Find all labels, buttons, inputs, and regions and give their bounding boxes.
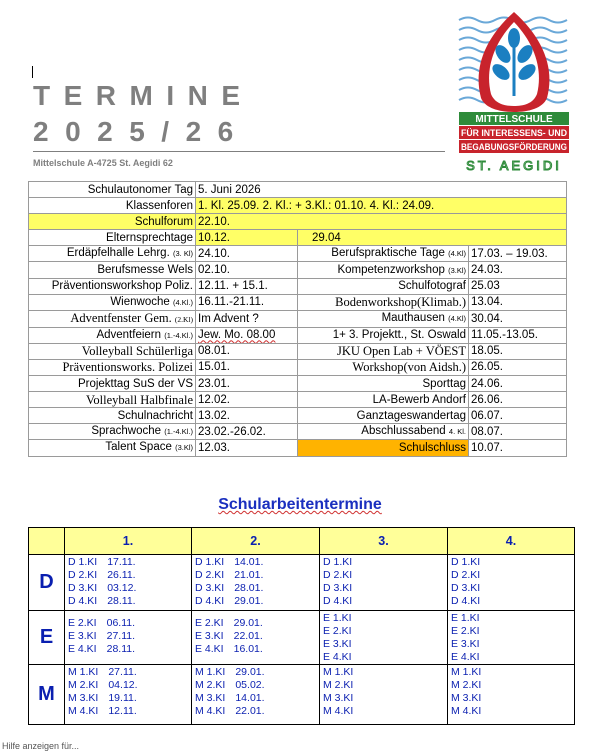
entry-class: E 3.KI [323,638,352,650]
entry-date: 05.02. [235,679,265,691]
schularbeit-cell [65,555,192,611]
termine-row [29,294,567,310]
schularbeit-entry [323,569,444,582]
schularbeit-cell [320,665,448,725]
entry-date: 06.11. [106,617,136,629]
subject-row [29,665,575,725]
entry-date: 22.01. [233,630,263,642]
entry-date: 12.11. [108,705,137,717]
termine-row [29,343,567,359]
schularbeit-cell [448,611,575,665]
schularbeit-entry [323,638,444,651]
entry-date: 14.01. [234,556,264,568]
entry-class: M 4.KI [323,705,354,717]
entry-date: 29.01. [233,617,263,629]
footer-text: Hilfe anzeigen für... [2,741,80,751]
schularbeit-entry [195,630,316,643]
schularbeit-entry [323,595,444,608]
termine-value-left: 12.02. [196,392,298,408]
termine-label-right [298,440,469,456]
termine-row [29,408,567,424]
entry-class: M 3.KI [323,692,354,704]
entry-class: D 4.KI [195,595,225,607]
label-class-note: (1.-4.Kl.) [164,330,193,340]
schularbeit-cell [448,665,575,725]
entry-class: E 3.KI [68,630,97,642]
schularbeit-entry [451,679,571,692]
entry-class: D 1.KI [68,556,98,568]
entry-class: D 2.KI [68,569,98,581]
termine-label-right [298,278,469,294]
termine-value: 1. Kl. 25.09. 2. Kl.: + 3.Kl.: 01.10. 4. Kl.: 24.09. [196,198,567,214]
termine-value-right: 30.04. [469,310,567,327]
termine-value-left: 15.01. [196,359,298,375]
label-class-note: (4.Kl) [448,249,466,259]
termine-label-left [29,278,196,294]
entry-class: E 2.KI [195,617,224,629]
label-text: Schulfotograf [398,280,466,293]
schularbeiten-title: Schularbeitentermine [218,496,382,513]
termine-row [29,440,567,456]
schularbeit-entry [323,666,444,679]
termine-label-right [298,310,469,327]
termine-row [29,246,567,262]
termine-value-right: 11.05.-13.05. [469,327,567,343]
schularbeit-entry [451,569,571,582]
termine-table [28,181,567,457]
schularbeit-entry [68,679,188,692]
entry-class: D 1.KI [195,556,225,568]
entry-date: 16.01. [233,643,263,655]
label-text: Präventionsworks. Polizei [62,360,193,375]
entry-class: E 4.KI [68,643,97,655]
termine-label: Schulforum [29,214,196,230]
schularbeit-entry [195,692,316,705]
schularbeit-entry [68,556,188,569]
termine-value: 10.12. [196,230,298,246]
entry-class: M 2.KI [323,679,354,691]
termine-value-left: 12.03. [196,440,298,456]
label-class-note: (1.-4.Kl.) [164,427,193,437]
entry-date: 03.12. [107,582,137,594]
termine-value: 5. Juni 2026 [196,182,567,198]
termine-row [29,359,567,375]
schularbeit-entry [451,595,571,608]
schularbeiten-header-row [29,528,575,555]
termine-label-right [298,376,469,392]
termine-label-right [298,424,469,440]
label-text: Workshop(von Aidsh.) [352,360,466,375]
schularbeit-entry [195,582,316,595]
entry-date: 29.01. [234,595,264,607]
schularbeit-entry [68,666,188,679]
label-text: Schulschluss [398,441,466,454]
entry-class: M 2.KI [68,679,99,691]
schularbeit-entry [323,651,444,664]
schularbeit-entry [68,630,188,643]
entry-class: D 3.KI [68,582,98,594]
schularbeit-entry [195,617,316,630]
entry-class: D 1.KI [451,556,481,568]
termine-label-left [29,246,196,262]
entry-class: M 4.KI [195,705,226,717]
entry-class: M 3.KI [451,692,482,704]
termine-value-right: 10.07. [469,440,567,456]
label-text: Kompetenzworkshop [337,263,445,276]
termine-label-left [29,310,196,327]
entry-class: E 4.KI [323,651,352,663]
termine-label-left [29,294,196,310]
entry-date: 21.01. [234,569,264,581]
entry-class: M 3.KI [68,692,99,704]
schularbeit-entry [323,692,444,705]
termine-label-right [298,392,469,408]
schularbeit-cell [192,555,320,611]
document-title: TERMINE [33,80,254,111]
label-text: Berufsmesse Wels [97,264,193,277]
schularbeit-entry [323,556,444,569]
termine-value: 22.10. [196,214,567,230]
subject-letter: E [29,611,65,665]
label-text: Projekttag SuS der VS [77,377,193,390]
schularbeit-entry [323,582,444,595]
entry-date: 27.11. [106,630,136,642]
logo-line-2: FÜR INTERESSENS- UND [461,128,568,139]
termine-row [29,376,567,392]
label-text: Volleyball Halbfinale [85,392,193,407]
label-class-note: (4.Kl.) [172,297,193,307]
termine-label-right [298,359,469,375]
label-text: Bodenworkshop(Klimab.) [335,295,466,310]
schularbeit-cell [65,665,192,725]
label-class-note: (2.Kl) [174,314,193,324]
label-text: Präventionsworkshop Poliz. [51,280,193,293]
schularbeit-entry [323,705,444,718]
entry-date: 19.11. [108,692,137,704]
schularbeit-entry [195,679,316,692]
termine-value-left: 23.02.-26.02. [196,424,298,440]
termine-value-left: 02.10. [196,262,298,278]
termine-label-left [29,424,196,440]
schularbeit-cell [448,555,575,611]
entry-date: 28.01. [234,582,264,594]
label-text: 1+ 3. Projektt., St. Oswald [332,329,466,342]
termine-value-right: 18.05. [469,343,567,359]
label-text: Ganztageswandertag [356,409,466,422]
termine-row [29,310,567,327]
schularbeit-entry [68,643,188,656]
label-text: Schulnachricht [117,409,193,422]
termine-value-left: 13.02. [196,408,298,424]
schularbeit-entry [451,638,571,651]
schularbeit-entry [195,643,316,656]
termine-value-left: 08.01. [196,343,298,359]
schularbeit-entry [68,617,188,630]
entry-class: D 4.KI [323,595,353,607]
schularbeiten-table [28,527,575,725]
schularbeit-entry [451,582,571,595]
schularbeit-entry [451,612,571,625]
label-class-note: 4. Kl. [448,427,466,437]
entry-class: D 4.KI [68,595,98,607]
entry-class: E 3.KI [451,638,480,650]
termine-row [29,392,567,408]
termine-value-left: 12.11. + 15.1. [196,278,298,294]
entry-class: D 1.KI [323,556,353,568]
entry-class: E 1.KI [451,612,480,624]
termine-label-right [298,327,469,343]
termine-label-right [298,343,469,359]
schularbeit-cell [65,611,192,665]
entry-class: D 2.KI [323,569,353,581]
termine-row [29,214,567,230]
logo-line-3: BEGABUNGSFÖRDERUNG [461,142,567,153]
document-year: 2025/26 [33,116,250,147]
entry-class: M 1.KI [68,666,99,678]
schularbeit-entry [68,705,188,718]
entry-class: M 3.KI [195,692,226,704]
termine-value-right: 06.07. [469,408,567,424]
termine-label-right [298,408,469,424]
school-logo [455,8,573,180]
label-text: Adventfenster Gem. [70,310,172,325]
label-text: Sprachwoche [91,425,162,438]
schularbeit-entry [195,595,316,608]
termine-value-right: 26.06. [469,392,567,408]
entry-class: M 2.KI [451,679,482,691]
termine-label-left [29,359,196,375]
termine-value-left: 24.10. [196,246,298,262]
entry-class: M 4.KI [68,705,99,717]
entry-class: M 4.KI [451,705,482,717]
schularbeit-entry [195,556,316,569]
termine-label-left [29,392,196,408]
termine-label-left [29,327,196,343]
schularbeit-entry [68,569,188,582]
entry-class: E 2.KI [68,617,97,629]
entry-date: 26.11. [107,569,136,581]
schularbeit-entry [323,625,444,638]
schularbeit-entry [68,692,188,705]
label-text: JKU Open Lab + VÖEST [336,344,466,359]
entry-date: 04.12. [108,679,138,691]
label-text: Mauthausen [381,312,445,325]
schularbeit-entry [195,666,316,679]
schularbeit-entry [195,569,316,582]
schularbeit-cell [320,555,448,611]
termine-value-left: 23.01. [196,376,298,392]
schularbeit-entry [451,651,571,664]
label-text: Sporttag [422,377,466,390]
schularbeit-entry [68,582,188,595]
entry-date: 29.01. [235,666,265,678]
entry-class: D 3.KI [195,582,225,594]
entry-class: D 2.KI [195,569,225,581]
termine-row [29,327,567,343]
header-col-3: 3. [320,528,448,555]
termine-value-right: 26.05. [469,359,567,375]
label-class-note: (4.Kl) [448,314,466,324]
entry-date: 28.11. [107,595,136,607]
label-text: Berufspraktische Tage [331,247,445,260]
label-text: Adventfeiern [96,328,162,341]
schularbeit-entry [451,692,571,705]
termine-value: 29.04 [298,230,567,246]
text-cursor [32,66,33,78]
entry-class: D 4.KI [451,595,481,607]
termine-value-right: 17.03. – 19.03. [469,246,567,262]
termine-value-left: Jew. Mo. 08.00 [196,327,298,343]
entry-class: E 2.KI [323,625,352,637]
termine-value-right: 08.07. [469,424,567,440]
termine-label: Schulautonomer Tag [29,182,196,198]
entry-date: 14.01. [235,692,265,704]
schularbeit-entry [451,556,571,569]
header-col-1: 1. [65,528,192,555]
entry-date: 22.01. [235,705,265,717]
label-class-note: (3.Kl) [175,443,193,453]
termine-row [29,262,567,278]
schularbeit-cell [192,611,320,665]
subject-letter: D [29,555,65,611]
header-col-2: 2. [192,528,320,555]
label-text: LA-Bewerb Andorf [372,393,466,406]
entry-class: M 2.KI [195,679,226,691]
entry-class: E 4.KI [451,651,480,663]
label-class-note: (3. Kl) [172,249,193,259]
label-text: Erdäpfelhalle Lehrg. [66,247,170,260]
entry-class: E 2.KI [451,625,480,637]
schularbeit-cell [320,611,448,665]
title-rule [33,151,445,152]
termine-label-left [29,343,196,359]
schularbeit-entry [451,705,571,718]
entry-class: M 1.KI [451,666,482,678]
termine-value-right: 25.03 [469,278,567,294]
schularbeit-entry [451,666,571,679]
header-col-4: 4. [448,528,575,555]
subject-row [29,611,575,665]
termine-value-right: 24.06. [469,376,567,392]
schularbeit-entry [323,679,444,692]
termine-label-right [298,262,469,278]
entry-class: E 4.KI [195,643,224,655]
termine-label-left [29,408,196,424]
termine-row [29,230,567,246]
entry-class: M 1.KI [323,666,354,678]
subject-row [29,555,575,611]
termine-label-left [29,440,196,456]
termine-label-right [298,246,469,262]
label-text: Volleyball Schülerliga [81,344,193,359]
label-text: Abschlussabend [361,425,446,438]
label-text: Talent Space [105,441,172,454]
label-class-note: (3.Kl) [448,265,466,275]
schularbeit-entry [451,625,571,638]
termine-label-left [29,376,196,392]
termine-row [29,198,567,214]
termine-label: Elternsprechtage [29,230,196,246]
termine-row [29,278,567,294]
termine-row [29,424,567,440]
schularbeit-entry [68,595,188,608]
schularbeit-cell [192,665,320,725]
termine-label: Klassenforen [29,198,196,214]
entry-class: E 1.KI [323,612,352,624]
entry-class: D 2.KI [451,569,481,581]
entry-class: D 3.KI [451,582,481,594]
termine-value-right: 13.04. [469,294,567,310]
entry-date: 27.11. [108,666,137,678]
termine-value-right: 24.03. [469,262,567,278]
termine-row [29,182,567,198]
termine-label-left [29,262,196,278]
schularbeit-entry [195,705,316,718]
logo-line-4: ST. AEGIDI [466,158,562,173]
entry-class: E 3.KI [195,630,224,642]
schularbeit-entry [323,612,444,625]
termine-value-left: 16.11.-21.11. [196,294,298,310]
school-address: Mittelschule A-4725 St. Aegidi 62 [33,158,173,168]
label-text: Wienwoche [110,295,170,308]
entry-class: D 3.KI [323,582,353,594]
termine-label-right [298,294,469,310]
header-empty-cell [29,528,65,555]
entry-class: M 1.KI [195,666,226,678]
termine-value-left: Im Advent ? [196,310,298,327]
entry-date: 17.11. [107,556,136,568]
subject-letter: M [29,665,65,725]
logo-line-1: MITTELSCHULE [475,114,553,125]
entry-date: 28.11. [106,643,136,655]
